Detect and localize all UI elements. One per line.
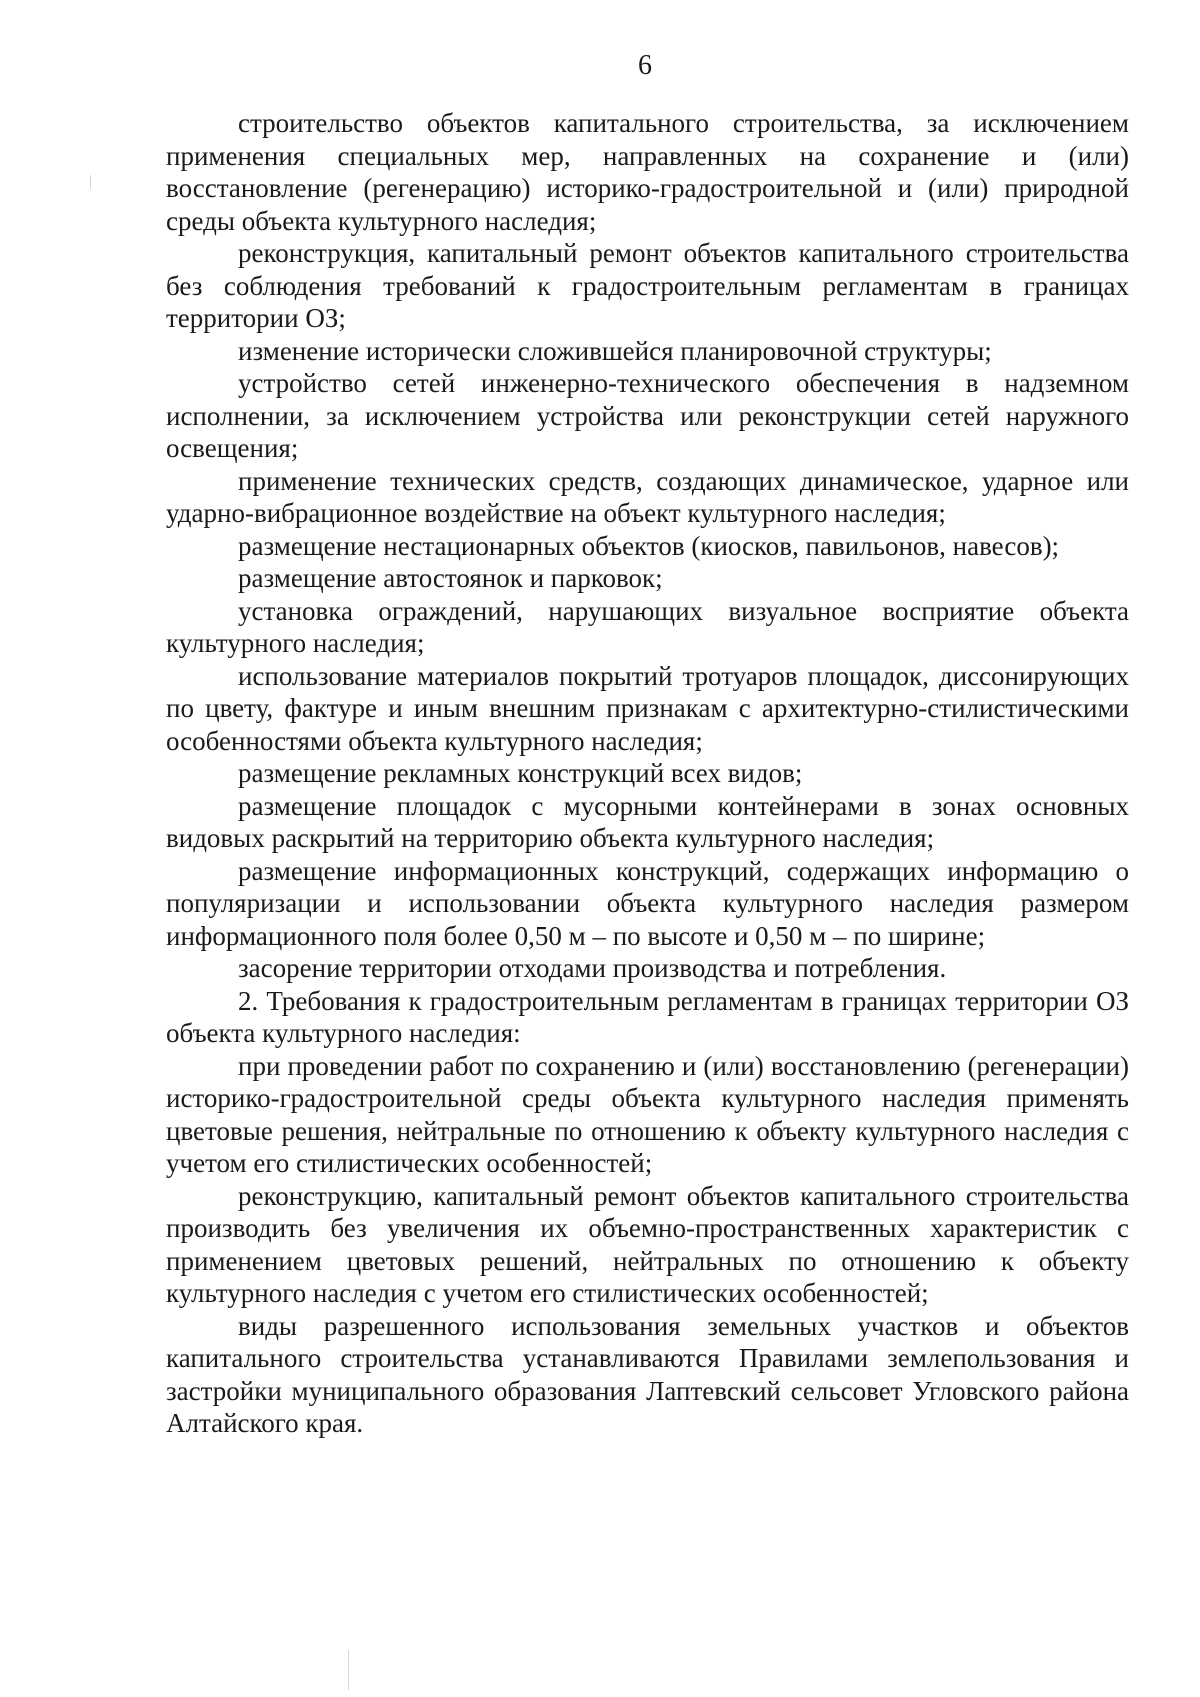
paragraph: засорение территории отходами производства и потребления.: [238, 953, 947, 983]
paragraph: устройство сетей инженерно-технического обеспечения в надземном исполнении, за исключением устройства или реконструкции сетей наружного освещения;: [166, 368, 1129, 463]
scan-edge-mark: [90, 175, 91, 189]
paragraph: установка ограждений, нарушающих визуальное восприятие объекта культурного наследия;: [166, 595, 1129, 658]
paragraph: реконструкция, капитальный ремонт объектов капитального строительства без соблюдения требований к градостроительным регламентам в границах территории ОЗ;: [166, 238, 1129, 333]
paragraph: изменение исторически сложившейся планировочной структуры;: [238, 335, 992, 366]
paragraph: виды разрешенного использования земельных участков и объектов капитального строительства устанавливаются Правилами землепользования и застройки муниципального образования Лаптевский сельсовет Угловского района Алтайского края.: [166, 1310, 1129, 1438]
paragraph: размещение площадок с мусорными контейнерами в зонах основных видовых раскрытий на территорию объекта культурного наследия;: [166, 790, 1129, 853]
paragraph: размещение автостоянок и парковок;: [238, 563, 663, 593]
page-number: 6: [638, 50, 652, 81]
paragraph: строительство объектов капитального строительства, за исключением применения специальных мер, направленных на сохранение и (или) восстановление (регенерацию) историко-градостроительной и (или) природной среды объекта культурного наследия;: [166, 108, 1129, 236]
paragraph: использование материалов покрытий тротуаров площадок, диссонирующих по цвету, фактуре и иным внешним признакам с архитектурно-стилистическими особенностями объекта культурного наследия;: [166, 660, 1129, 756]
paragraph: размещение нестационарных объектов (киосков, павильонов, навесов);: [238, 530, 1060, 561]
paragraph: размещение информационных конструкций, содержащих информацию о популяризации и использовании объекта культурного наследия размером информационного поля более 0,50 м – по высоте и 0,50 м – по ширине;: [166, 855, 1129, 951]
paragraph: при проведении работ по сохранению и (или) восстановлению (регенерации) историко-градостроительной среды объекта культурного наследия применять цветовые решения, нейтральные по отношению к объекту культурного наследия с учетом его стилистических особенностей;: [166, 1050, 1129, 1178]
section-heading-paragraph: 2. Требования к градостроительным регламентам в границах территории ОЗ объекта культурного наследия:: [166, 985, 1129, 1048]
scan-edge-mark: [348, 1650, 349, 1690]
paragraph: размещение рекламных конструкций всех видов;: [238, 758, 803, 788]
document-body: [166, 107, 1129, 1440]
paragraph: применение технических средств, создающих динамическое, ударное или ударно-вибрационное воздействие на объект культурного наследия;: [166, 465, 1129, 528]
paragraph: реконструкцию, капитальный ремонт объектов капитального строительства производить без увеличения их объемно-пространственных характеристик с применением цветовых решений, нейтральных по отношению к объекту культурного наследия с учетом его стилистических особенностей;: [166, 1180, 1129, 1308]
